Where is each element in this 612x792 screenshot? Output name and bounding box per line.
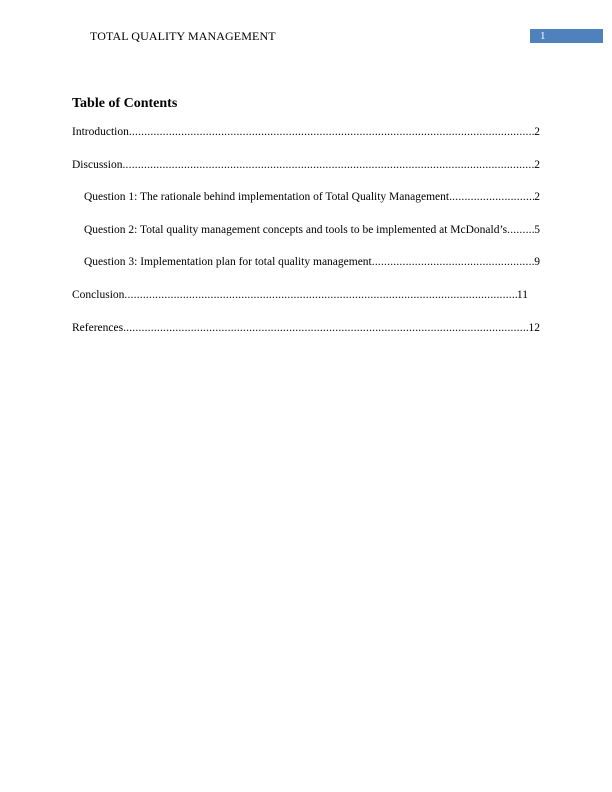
running-header-title: TOTAL QUALITY MANAGEMENT (90, 29, 276, 43)
toc-dot-leader (129, 126, 534, 138)
toc-dot-leader (124, 289, 517, 301)
toc-entry-page: 12 (528, 321, 540, 334)
toc-entry-question-1[interactable] (72, 191, 540, 224)
toc-entry-text: Discussion (72, 158, 123, 171)
toc-entry-discussion[interactable] (72, 159, 540, 192)
toc-list (72, 126, 540, 354)
toc-entry-page: 2 (534, 158, 540, 171)
toc-heading: Table of Contents (72, 96, 178, 111)
toc-entry-question-3[interactable] (72, 256, 540, 289)
toc-entry-text: Introduction (72, 126, 129, 138)
toc-entry-page: 11 (516, 288, 528, 301)
toc-entry-text: Question 2: Total quality management concepts and tools to be implemented at McDonald’s (84, 223, 508, 236)
toc-entry-text: Question 1: The rationale behind implementation of Total Quality Management (84, 191, 450, 204)
toc-entry-introduction[interactable] (72, 126, 540, 159)
toc-entry-page: 2 (534, 191, 540, 204)
toc-entry-text: References (72, 321, 124, 334)
toc-dot-leader (122, 159, 534, 171)
toc-dot-leader (507, 224, 534, 236)
toc-entry-page: 2 (534, 126, 540, 138)
toc-dot-leader (123, 322, 528, 334)
toc-entry-text: Question 3: Implementation plan for total quality management (84, 256, 372, 269)
toc-entry-page: 9 (534, 256, 540, 269)
page-number-box (530, 29, 603, 43)
toc-dot-leader (449, 191, 534, 203)
toc-entry-question-2[interactable] (72, 224, 540, 257)
toc-entry-conclusion[interactable] (72, 289, 528, 322)
toc-dot-leader (372, 256, 535, 268)
toc-entry-references[interactable] (72, 322, 540, 355)
toc-entry-page: 5 (534, 223, 540, 236)
page-number: 1 (540, 30, 546, 42)
toc-entry-text: Conclusion (72, 288, 125, 301)
